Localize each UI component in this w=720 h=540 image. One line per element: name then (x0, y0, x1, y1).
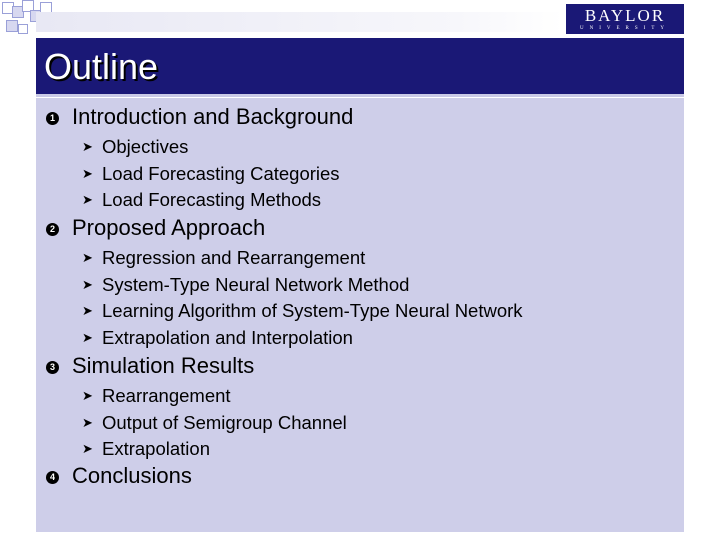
arrow-bullet-icon: ➤ (82, 250, 93, 265)
bullet-list (82, 136, 340, 216)
arrow-bullet-icon: ➤ (82, 388, 93, 403)
title-bar (36, 38, 684, 97)
list-item: ➤ Load Forecasting Categories (82, 162, 340, 184)
arrow-bullet-icon: ➤ (82, 441, 93, 456)
section-title: Introduction and Background (72, 104, 354, 129)
list-item: ➤ Extrapolation (82, 438, 210, 459)
number-2-icon: 2 (46, 223, 59, 236)
list-item: ➤ System-Type Neural Network Method (82, 273, 410, 295)
section-title: Conclusions (72, 463, 192, 488)
arrow-bullet-icon: ➤ (82, 414, 93, 430)
section-title: Proposed Approach (72, 215, 266, 240)
slide-title: Outline (44, 46, 159, 87)
logo-text: BAYLOR (584, 6, 666, 25)
header-band (36, 12, 564, 32)
list-item: ➤ Extrapolation and Interpolation (82, 326, 353, 348)
baylor-logo (566, 4, 684, 34)
list-item: ➤ Load Forecasting Methods (82, 189, 322, 210)
content-panel (36, 98, 684, 532)
bullet-list (82, 247, 523, 353)
arrow-bullet-icon: ➤ (82, 192, 93, 207)
arrow-bullet-icon: ➤ (82, 165, 93, 181)
arrow-bullet-icon: ➤ (82, 303, 93, 318)
number-1-icon: 1 (46, 112, 59, 125)
section-title: Simulation Results (72, 353, 255, 378)
arrow-bullet-icon: ➤ (82, 139, 93, 154)
list-item: ➤ Learning Algorithm of System-Type Neural Network (82, 300, 523, 321)
list-item: ➤ Rearrangement (82, 385, 231, 406)
number-3-icon: 3 (46, 361, 59, 374)
bullet-list (82, 385, 347, 465)
list-item: ➤ Regression and Rearrangement (82, 247, 366, 268)
logo-subtext: UNIVERSITY (580, 26, 670, 31)
number-4-icon: 4 (46, 471, 59, 484)
arrow-bullet-icon: ➤ (82, 329, 93, 345)
list-item: ➤ Output of Semigroup Channel (82, 411, 347, 433)
list-item: ➤ Objectives (82, 136, 189, 157)
arrow-bullet-icon: ➤ (82, 276, 93, 292)
